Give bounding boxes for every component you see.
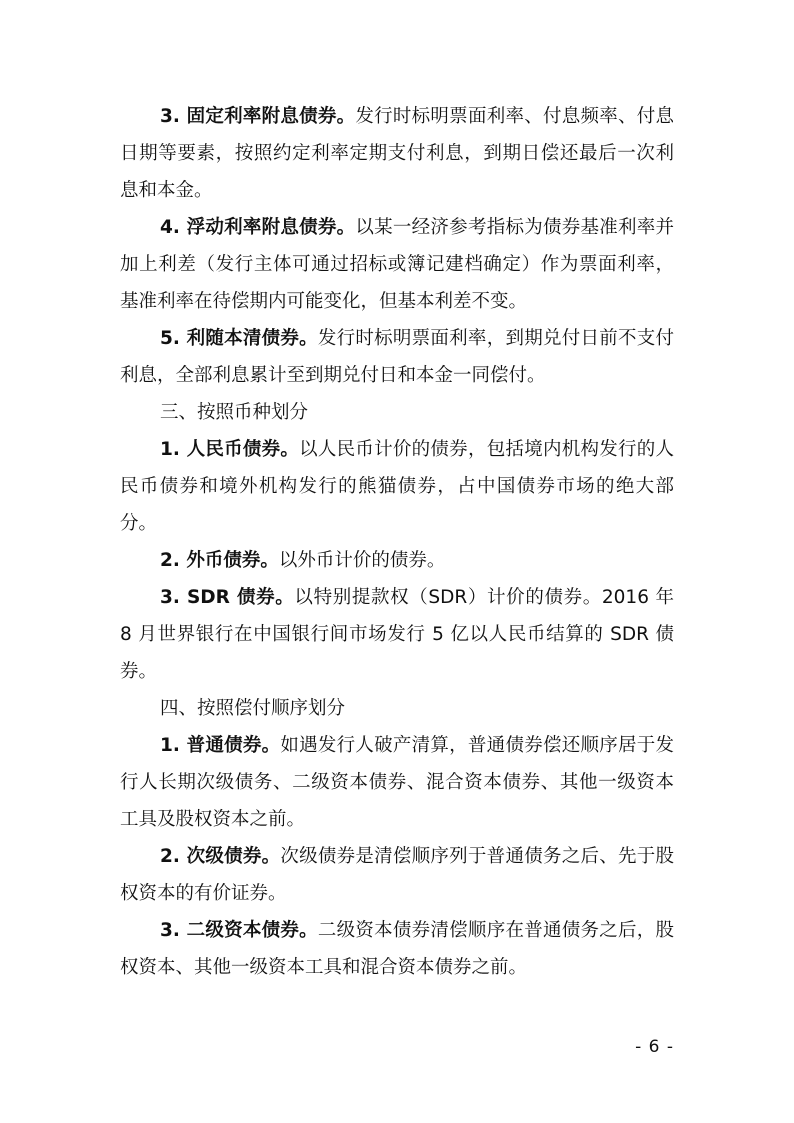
paragraph-text: 发行时标明票面利率、付息频率、付息日期等要素，按照约定利率定期支付利息，到期日偿还最后一次利息和本金。	[120, 106, 674, 201]
paragraph-ordinary-bond	[120, 727, 674, 838]
paragraph-rmb-bond	[120, 431, 674, 542]
section-heading-repayment-order: 四、按照偿付顺序划分	[160, 698, 346, 719]
paragraph-text: 次级债券是清偿顺序列于普通债务之后、先于股权资本的有价证券。	[120, 846, 674, 904]
paragraph-text: 如遇发行人破产清算，普通债券偿还顺序居于发行人长期次级债务、二级资本债券、混合资本债券、其他一级资本工具及股权资本之前。	[120, 735, 674, 830]
paragraph-fixed-rate-bond	[120, 98, 674, 209]
paragraph-tier2-capital-bond	[120, 912, 674, 986]
section-heading-currency: 三、按照币种划分	[160, 402, 309, 423]
paragraph-text: 发行时标明票面利率，到期兑付日前不支付利息，全部利息累计至到期兑付日和本金一同偿付。	[120, 328, 674, 386]
paragraph-foreign-currency-bond	[120, 542, 674, 579]
paragraph-title: 1. 人民币债券。	[160, 439, 300, 460]
paragraph-bullet-bond	[120, 320, 674, 394]
paragraph-subordinated-bond	[120, 838, 674, 912]
paragraph-text: 以人民币计价的债券，包括境内机构发行的人民币债券和境外机构发行的熊猫债券，占中国债券市场的绝大部分。	[120, 439, 674, 534]
paragraph-title: 2. 次级债券。	[160, 846, 281, 867]
paragraph-title: 3. SDR 债券。	[160, 587, 295, 608]
paragraph-text: 以某一经济参考指标为债券基准利率并加上利差（发行主体可通过招标或簿记建档确定）作为票面利率，基准利率在待偿期内可能变化，但基本利差不变。	[120, 217, 674, 312]
paragraph-text: 二级资本债券清偿顺序在普通债务之后，股权资本、其他一级资本工具和混合资本债券之前。	[120, 920, 674, 978]
paragraph-text: 以外币计价的债券。	[278, 550, 446, 571]
paragraph-title: 1. 普通债券。	[160, 735, 281, 756]
paragraph-title: 2. 外币债券。	[160, 550, 279, 571]
paragraph-title: 4. 浮动利率附息债券。	[160, 217, 356, 238]
paragraph-title: 3. 二级资本债券。	[160, 920, 318, 941]
document-body	[120, 98, 674, 986]
page-number: - 6 -	[635, 1037, 674, 1057]
paragraph-title: 5. 利随本清债券。	[160, 328, 318, 349]
paragraph-floating-rate-bond	[120, 209, 674, 320]
paragraph-sdr-bond	[120, 579, 674, 690]
paragraph-title: 3. 固定利率附息债券。	[160, 106, 356, 127]
paragraph-text: 以特别提款权（SDR）计价的债券。2016 年 8 月世界银行在中国银行间市场发行 5 亿以人民币结算的 SDR 债券。	[120, 587, 674, 682]
